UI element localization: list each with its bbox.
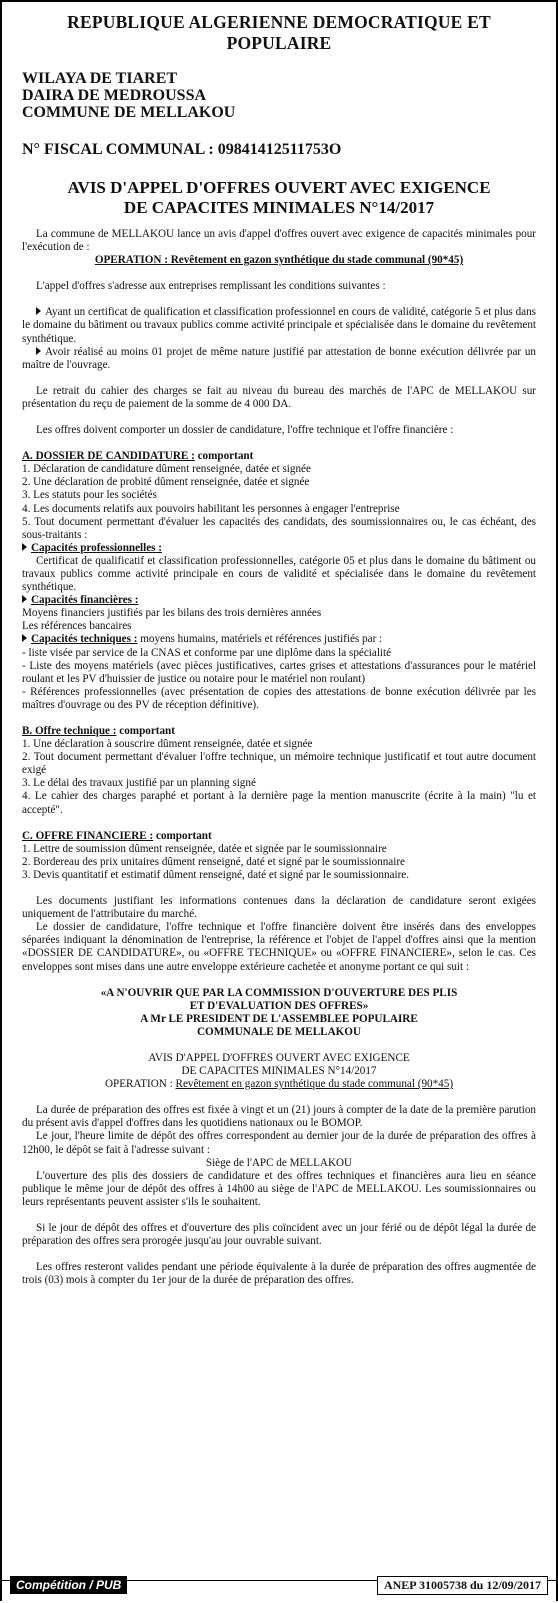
validity-paragraph: Les offres resteront valides pendant une période équivalente à la durée de préparation des offres augmentée de trois (03) mois à compter du 1er jour de la durée de préparation des offres. — [22, 1261, 536, 1287]
bullet-icon — [22, 595, 27, 603]
bullet-icon — [36, 307, 41, 315]
envelope-line-2: ET D'EVALUATION DES OFFRES» — [189, 999, 369, 1012]
conditions-intro: L'appel d'offres s'adresse aux entreprises remplissant les conditions suivantes : — [36, 280, 386, 293]
dossier-item: 3. Les statuts pour les sociétés — [22, 489, 157, 502]
cap-tech-label: Capacités techniques : — [31, 633, 138, 646]
financiere-item: 3. Devis quantitatif et estimatif dûment renseigné, daté et signé par le soumissionnaire. — [22, 868, 410, 881]
closing-paragraph-1: Les documents justifiant les informations contenues dans la déclaration de candidature seront exigées uniquement de l'attributaire du marché. — [22, 895, 536, 921]
technique-heading — [22, 725, 536, 738]
daira-line: DAIRA DE MEDROUSSA — [22, 87, 207, 104]
cap-fin-label: Capacités financières : — [31, 594, 139, 607]
dossier-item: 1. Déclaration de candidature dûment renseignée, datée et signée — [22, 463, 311, 476]
opening-paragraph: L'ouverture des plis des dossiers de candidature et des offres techniques et financières aura lieu en séance publique le même jour de dépôt des offres à 14h00 au siège de l'APC de MELLAKOU. Les soumissionnaires ou leurs représentants peuvent assister s'ils le souhaitent. — [22, 1169, 536, 1208]
cap-fin-heading — [22, 594, 536, 607]
condition-2-text: Avoir réalisé au moins 01 projet de même nature justifié par attestation de bonne exécution délivrée par un maître de l'ouvrage. — [22, 345, 536, 371]
technique-heading-label: B. Offre technique : — [22, 725, 117, 737]
siege-line: Siège de l'APC de MELLAKOU — [205, 1156, 353, 1169]
competition-badge: Compétition / PUB — [10, 1576, 127, 1594]
holiday-paragraph: Si le jour de dépôt des offres et d'ouverture des plis coïncident avec un jour férié ou de dépôt légal la durée de préparation des offres sera prorogée jusqu'au jour ouvrable suivant. — [22, 1222, 536, 1248]
envelope-avis-2: DE CAPACITES MINIMALES N°14/2017 — [181, 1065, 377, 1078]
republic-header: REPUBLIQUE ALGERIENNE DEMOCRATIQUE ET POPULAIRE — [67, 12, 491, 53]
envelope-line-1: «A N'OUVRIR QUE PAR LA COMMISSION D'OUVERTURE DES PLIS — [100, 986, 458, 999]
cap-tech-line: - liste visée par service de la CNAS et conforme par une diplôme dans la spécialité — [22, 646, 392, 659]
dossier-item: 5. Tout document permettant d'évaluer les capacités des candidats, des soumissionnaires ou, le cas échéant, des sous-traitants : — [22, 515, 536, 541]
envelope-avis-1: AVIS D'APPEL D'OFFRES OUVERT AVEC EXIGENCE — [148, 1051, 410, 1064]
notice-body — [22, 228, 536, 1287]
anep-reference: ANEP 31005738 du 12/09/2017 — [377, 1576, 548, 1595]
intro-paragraph: La commune de MELLAKOU lance un avis d'appel d'offres ouvert avec exigence de capacités minimales pour l'exécution de : — [22, 228, 536, 254]
bullet-icon — [36, 347, 41, 355]
dossier-heading-suffix: comportant — [194, 450, 254, 463]
financiere-heading-suffix: comportant — [153, 829, 212, 842]
cap-tech-line: - Références professionnelles (avec présentation de copies des attestations de bonne exécution délivrée par les maîtres d'ouvrage ou des PV de réception définitive). — [22, 685, 536, 711]
financiere-item: 1. Lettre de soumission dûment renseignée, datée et signée par le soumissionnaire — [22, 842, 387, 855]
bullet-icon — [22, 634, 27, 642]
dossier-heading-label: A. DOSSIER DE CANDIDATURE : — [22, 450, 195, 463]
operation-label: OPERATION : Revêtement en gazon synthétique du stade communal (90*45) — [94, 254, 464, 267]
commune-line: COMMUNE DE MELLAKOU — [22, 104, 236, 121]
notice-content — [22, 2, 536, 1287]
financiere-item: 2. Bordereau des prix unitaires dûment renseigné, daté et signé par le soumissionnaire — [22, 855, 406, 868]
closing-paragraph-2: Le dossier de candidature, l'offre technique et l'offre financière doivent être insérés dans des enveloppes séparées indiquant la dénomination de l'entreprise, la référence et l'objet de l'appel d'offres ainsi que la mention «DOSSIER DE CANDIDATURE», ou «OFFRE TECHNIQUE» ou «OFFRE FINANCIERE», selon le cas. Ces enveloppes sont mises dans une autre enveloppe extérieure cachetée et anonyme portant ce qui suit : — [22, 921, 536, 973]
wilaya-line: WILAYA DE TIARET — [22, 70, 178, 87]
bullet-icon — [22, 543, 27, 551]
cap-fin-line: Les références bancaires — [22, 620, 132, 633]
technique-heading-suffix: comportant — [116, 725, 175, 737]
cap-tech-line: - Liste des moyens matériels (avec pièces justificatives, cartes grises et attestations d'assurances pour le matériel roulant et les PV d'huissier de justice ou notaire pour le matériel non roulant) — [22, 659, 536, 685]
cap-pro-text: Certificat de qualificatif et classification professionnelles, catégorie 05 et plus dans le domaine du bâtiment ou travaux publics comme activité principale en cours de validité et spécialisée dans le domaine du revêtement synthétique. — [22, 554, 536, 594]
condition-2 — [22, 346, 536, 372]
condition-1-text: Ayant un certificat de qualification et classification professionnel en cours de validité, catégorie 5 et plus dans le domaine du bâtiment ou travaux publics comme activité principale et spécialisée dans le domaine du revêtement synthétique. — [22, 306, 536, 345]
condition-1 — [22, 306, 536, 345]
cap-tech-suffix: moyens humains, matériels et références justifiés par : — [137, 633, 383, 646]
cap-tech-heading — [22, 633, 536, 646]
envelope-operation-prefix: OPERATION : — [104, 1078, 176, 1091]
dossier-heading — [22, 450, 536, 463]
technique-item: 3. Le délai des travaux justifié par un planning signé — [22, 777, 256, 790]
footer — [2, 1576, 556, 1603]
envelope-line-3: A Mr LE PRESIDENT DE L'ASSEMBLEE POPULAIRE — [140, 1012, 418, 1025]
fiscal-number: N° FISCAL COMMUNAL : 09841412511753O — [22, 141, 342, 158]
dossier-item: 4. Les documents relatifs aux pouvoirs habilitant les personnes à engager l'entreprise — [22, 502, 400, 515]
title-line-2: DE CAPACITES MINIMALES N°14/2017 — [123, 198, 435, 217]
technique-item: 2. Tout document permettant d'évaluer l'offre technique, un mémoire technique justificatif et tout autre document exigé — [22, 751, 536, 777]
withdrawal-paragraph: Le retrait du cahier des charges se fait au niveau du bureau des marchés de l'APC de MELLAKOU sur présentation du reçu de paiement de la somme de 4 000 DA. — [22, 384, 536, 410]
notice-title — [22, 178, 536, 218]
deadline-paragraph: Le jour, l'heure limite de dépôt des offres correspondent au dernier jour de la durée de préparation des offres à 12h00, le dépôt se fait à l'adresse suivant : — [22, 1130, 536, 1156]
envelope-operation-text: Revêtement en gazon synthétique du stade communal (90*45) — [175, 1078, 454, 1091]
envelope-operation — [22, 1078, 536, 1091]
technique-item: 4. Le cahier des charges paraphé et portant à la dernière page la mention manuscrite (écrite à la main) "lu et accepté". — [22, 790, 536, 816]
dossier-item: 2. Une déclaration de probité dûment renseignée, datée et signée — [22, 476, 310, 489]
technique-item: 1. Une déclaration à souscrire dûment renseignée, datée et signée — [22, 738, 313, 751]
duration-paragraph: La durée de préparation des offres est fixée à vingt et un (21) jours à compter de la date de la première parution du présent avis d'appel d'offres dans les quotidiens nationaux ou le BOMOP. — [22, 1104, 536, 1130]
cap-fin-line: Moyens financiers justifiés par les bilans des trois dernières années — [22, 607, 322, 620]
title-line-1: AVIS D'APPEL D'OFFRES OUVERT AVEC EXIGENCE — [67, 178, 491, 197]
administrative-header — [22, 70, 536, 121]
financiere-heading — [22, 830, 536, 843]
cap-pro-heading — [22, 542, 536, 555]
financiere-heading-label: C. OFFRE FINANCIERE : — [22, 829, 154, 842]
offers-content-paragraph: Les offres doivent comporter un dossier de candidature, l'offre technique et l'offre financière : — [36, 424, 454, 437]
envelope-line-4: COMMUNALE DE MELLAKOU — [196, 1025, 361, 1038]
cap-pro-label: Capacités professionnelles : — [31, 541, 163, 554]
